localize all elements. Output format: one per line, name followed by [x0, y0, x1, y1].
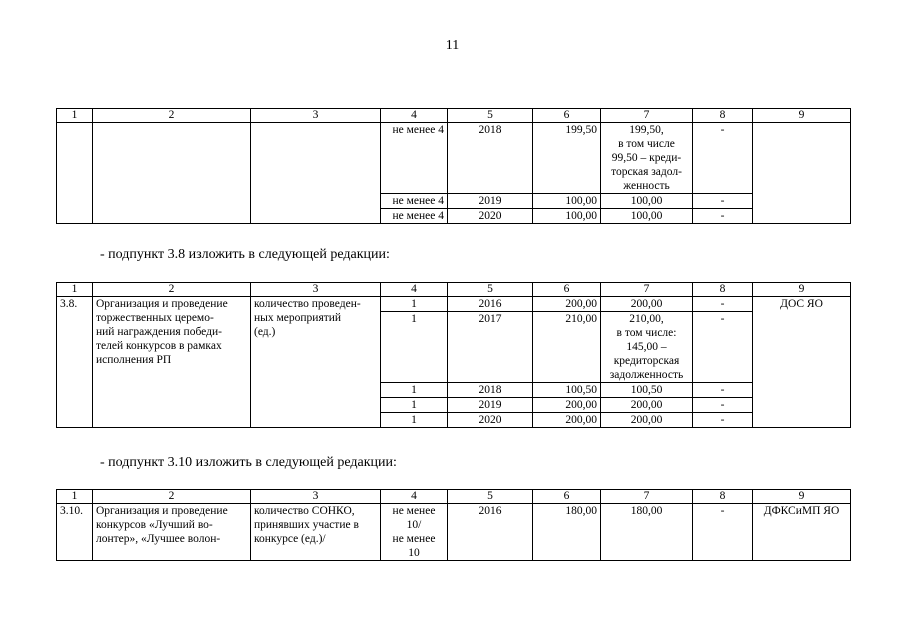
cell-line: (ед.) — [254, 326, 276, 338]
cell-num: 3.10. — [57, 504, 93, 561]
cell-line: 100,00 — [630, 195, 663, 207]
column-number-2: 2 — [93, 283, 251, 297]
column-number-1: 1 — [57, 109, 93, 123]
cell-target: 1 — [381, 383, 448, 398]
cell-target: не менее 4 — [381, 209, 448, 224]
cell-year: 2016 — [448, 297, 533, 312]
cell-target — [381, 504, 448, 561]
column-number-8: 8 — [693, 283, 753, 297]
cell-year: 2017 — [448, 312, 533, 383]
table-header-row — [57, 490, 851, 504]
cell-target: 1 — [381, 297, 448, 312]
cell-other: - — [693, 123, 753, 194]
amendment-note-3-8: - подпункт 3.8 изложить в следующей редакции: — [100, 247, 390, 262]
cell-year: 2018 — [448, 383, 533, 398]
amendment-note-3-10: - подпункт 3.10 изложить в следующей редакции: — [100, 455, 397, 470]
cell-budget — [601, 383, 693, 398]
cell-line: не менее — [392, 533, 436, 545]
cell-other: - — [693, 297, 753, 312]
cell-amount: 200,00 — [533, 297, 601, 312]
column-number-2: 2 — [93, 490, 251, 504]
column-number-7: 7 — [601, 283, 693, 297]
column-number-4: 4 — [381, 283, 448, 297]
cell-budget: 180,00 — [601, 504, 693, 561]
cell-amount: 199,50 — [533, 123, 601, 194]
cell-line: 200,00 — [630, 414, 663, 426]
cell-year: 2018 — [448, 123, 533, 194]
cell-line: женность — [623, 180, 670, 192]
table-row — [57, 297, 851, 312]
cell-other: - — [693, 383, 753, 398]
cell-executor — [753, 123, 851, 224]
cell-other: - — [693, 413, 753, 428]
cell-target: 1 — [381, 413, 448, 428]
cell-line: 10 — [408, 547, 420, 559]
cell-other: - — [693, 194, 753, 209]
cell-line: Организация и проведение — [96, 505, 228, 517]
column-number-7: 7 — [601, 109, 693, 123]
table-header-row — [57, 109, 851, 123]
cell-line: ний награждения победи- — [96, 326, 222, 338]
cell-line: задолженность — [609, 369, 684, 381]
cell-year: 2019 — [448, 398, 533, 413]
cell-line: 210,00, — [629, 313, 664, 325]
cell-indicator — [251, 504, 381, 561]
table-continuation — [56, 108, 851, 224]
table-header-row — [57, 283, 851, 297]
page-number: 11 — [445, 38, 460, 53]
cell-amount: 210,00 — [533, 312, 601, 383]
cell-line: 200,00 — [630, 399, 663, 411]
column-number-5: 5 — [448, 490, 533, 504]
cell-line: в том числе: — [616, 327, 677, 339]
cell-line: лонтер», «Лучшее волон- — [96, 533, 221, 545]
cell-line: количество СОНКО, — [254, 505, 355, 517]
column-number-7: 7 — [601, 490, 693, 504]
cell-other: - — [693, 398, 753, 413]
cell-budget — [601, 209, 693, 224]
cell-line: Организация и проведение — [96, 298, 228, 310]
table-subitem-3-10 — [56, 489, 851, 561]
column-number-9: 9 — [753, 490, 851, 504]
cell-line: 200,00 — [630, 298, 663, 310]
table-row — [57, 504, 851, 561]
cell-year: 2020 — [448, 413, 533, 428]
column-number-9: 9 — [753, 283, 851, 297]
cell-name — [93, 297, 251, 428]
column-number-2: 2 — [93, 109, 251, 123]
column-number-8: 8 — [693, 109, 753, 123]
cell-executor: ДФКСиМП ЯО — [753, 504, 851, 561]
cell-year: 2020 — [448, 209, 533, 224]
column-number-6: 6 — [533, 109, 601, 123]
column-number-6: 6 — [533, 490, 601, 504]
cell-target: 1 — [381, 312, 448, 383]
cell-line: конкурсов «Лучший во- — [96, 519, 213, 531]
column-number-5: 5 — [448, 283, 533, 297]
column-number-1: 1 — [57, 490, 93, 504]
cell-line: 145,00 – — [626, 341, 667, 353]
cell-other: - — [693, 209, 753, 224]
cell-year: 2016 — [448, 504, 533, 561]
cell-target: не менее 4 — [381, 123, 448, 194]
cell-line: 199,50, — [629, 124, 664, 136]
cell-line: количество проведен- — [254, 298, 361, 310]
column-number-9: 9 — [753, 109, 851, 123]
cell-line: 10/ — [406, 519, 422, 531]
cell-line: торская задол- — [611, 166, 682, 178]
cell-line: 99,50 – креди- — [611, 152, 682, 164]
table-row — [57, 123, 851, 194]
cell-line: 100,00 — [630, 210, 663, 222]
cell-line: телей конкурсов в рамках — [96, 340, 222, 352]
cell-target: не менее 4 — [381, 194, 448, 209]
cell-num — [57, 123, 93, 224]
column-number-4: 4 — [381, 490, 448, 504]
cell-line: не менее — [392, 505, 436, 517]
cell-num: 3.8. — [57, 297, 93, 428]
column-number-4: 4 — [381, 109, 448, 123]
cell-other: - — [693, 312, 753, 383]
cell-line: конкурсе (ед.)/ — [254, 533, 326, 545]
cell-line: исполнения РП — [96, 354, 172, 366]
cell-name — [93, 504, 251, 561]
cell-budget — [601, 123, 693, 194]
cell-budget — [601, 312, 693, 383]
cell-other: - — [693, 504, 753, 561]
table-subitem-3-8 — [56, 282, 851, 428]
cell-indicator — [251, 123, 381, 224]
cell-name — [93, 123, 251, 224]
cell-budget — [601, 194, 693, 209]
column-number-8: 8 — [693, 490, 753, 504]
cell-amount: 200,00 — [533, 398, 601, 413]
cell-indicator — [251, 297, 381, 428]
cell-line: 100,50 — [630, 384, 663, 396]
cell-line: ных мероприятий — [254, 312, 342, 324]
column-number-3: 3 — [251, 283, 381, 297]
column-number-3: 3 — [251, 490, 381, 504]
cell-amount: 180,00 — [533, 504, 601, 561]
cell-budget — [601, 297, 693, 312]
cell-year: 2019 — [448, 194, 533, 209]
cell-amount: 100,50 — [533, 383, 601, 398]
cell-target: 1 — [381, 398, 448, 413]
cell-line: торжественных церемо- — [96, 312, 214, 324]
cell-amount: 100,00 — [533, 209, 601, 224]
cell-budget — [601, 413, 693, 428]
cell-line: кредиторская — [613, 355, 680, 367]
column-number-5: 5 — [448, 109, 533, 123]
cell-line: принявших участие в — [254, 519, 359, 531]
cell-budget — [601, 398, 693, 413]
cell-line: в том числе — [618, 138, 675, 150]
cell-executor: ДОС ЯО — [753, 297, 851, 428]
cell-amount: 200,00 — [533, 413, 601, 428]
column-number-1: 1 — [57, 283, 93, 297]
column-number-3: 3 — [251, 109, 381, 123]
column-number-6: 6 — [533, 283, 601, 297]
cell-amount: 100,00 — [533, 194, 601, 209]
